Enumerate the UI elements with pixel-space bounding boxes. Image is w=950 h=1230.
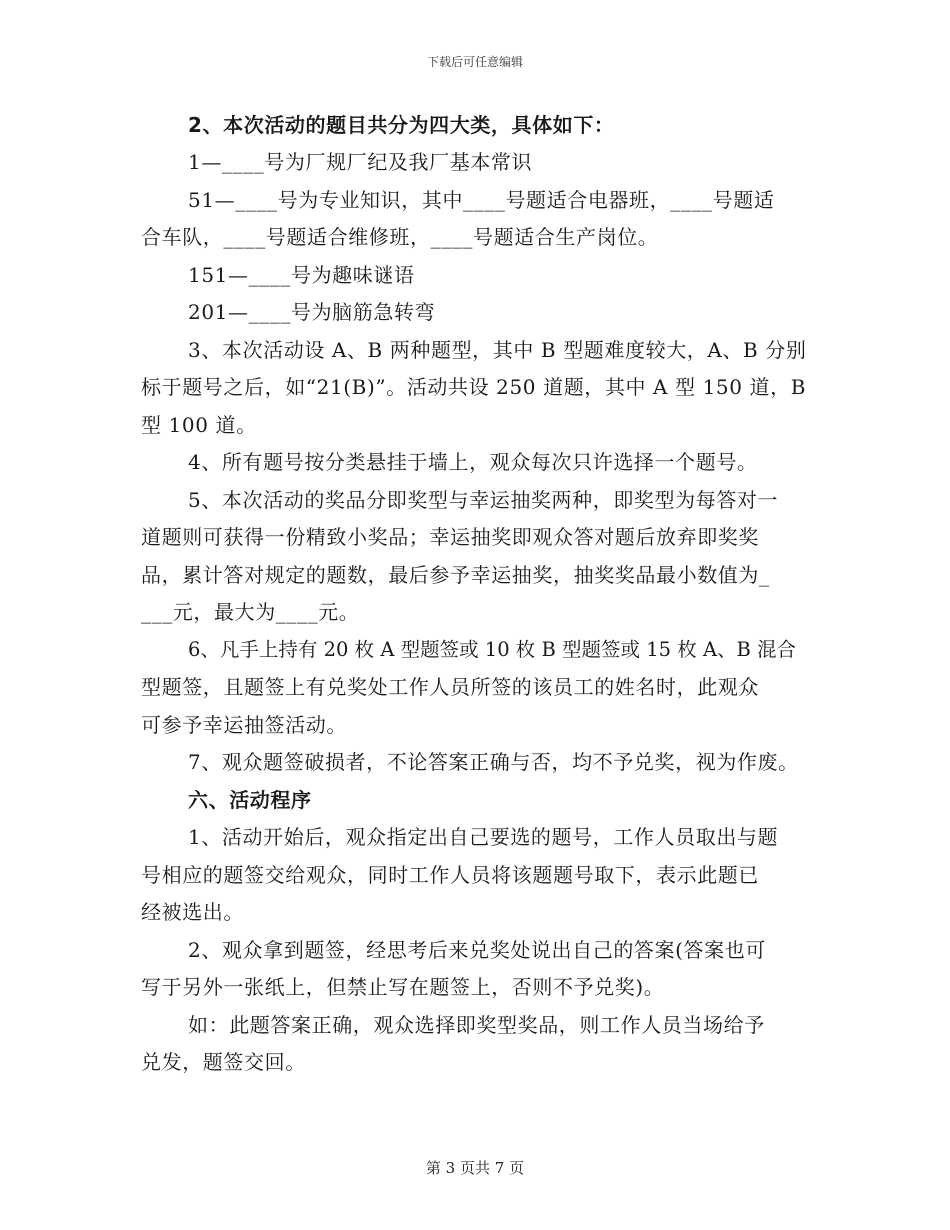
paragraph-line: 品，累计答对规定的题数，最后参予幸运抽奖，抽奖奖品最小数值为_	[141, 563, 770, 587]
paragraph-line: 型 100 道。	[141, 413, 257, 437]
paragraph-line: 兑发，题签交回。	[141, 1050, 306, 1074]
paragraph-line: 201—____号为脑筋急转弯	[188, 300, 436, 324]
paragraph-line: 可参予幸运抽签活动。	[141, 713, 347, 737]
paragraph-line: 写于另外一张纸上，但禁止写在题签上，否则不予兑奖)。	[141, 975, 665, 999]
paragraph-line: 标于题号之后，如“21(B)”。活动共设 250 道题，其中 A 型 150 道，B	[141, 375, 807, 399]
paragraph-line: 合车队，____号题适合维修班，____号题适合生产岗位。	[141, 225, 659, 249]
paragraph-line: 号相应的题签交给观众，同时工作人员将该题题号取下，表示此题已	[141, 863, 759, 887]
paragraph-line: 型题签，且题签上有兑奖处工作人员所签的该员工的姓名时，此观众	[141, 675, 759, 699]
paragraph-line: 51—____号为专业知识，其中____号题适合电器班，____号题适	[188, 188, 775, 212]
paragraph-line: 4、所有题号按分类悬挂于墙上，观众每次只许选择一个题号。	[188, 450, 758, 474]
paragraph-line: 经被选出。	[141, 900, 244, 924]
page-header: 下载后可任意编辑	[426, 55, 523, 69]
paragraph-line: 道题则可获得一份精致小奖品；幸运抽奖即观众答对题后放弃即奖奖	[141, 525, 759, 549]
paragraph-line: 1—____号为厂规厂纪及我厂基本常识	[188, 150, 533, 174]
paragraph-line: 5、本次活动的奖品分即奖型与幸运抽奖两种，即奖型为每答对一	[188, 488, 779, 512]
paragraph-line: 2、观众拿到题签，经思考后来兑奖处说出自己的答案(答案也可	[188, 938, 766, 962]
section-heading: 六、活动程序	[188, 788, 312, 812]
paragraph-line: 2、本次活动的题目共分为四大类，具体如下：	[188, 113, 615, 137]
page-footer: 第 3 页共 7 页	[425, 1159, 525, 1177]
paragraph-line: 如：此题答案正确，观众选择即奖型奖品，则工作人员当场给予	[188, 1013, 765, 1037]
paragraph-line: 6、凡手上持有 20 枚 A 型题签或 10 枚 B 型题签或 15 枚 A、B 混合	[188, 638, 797, 661]
paragraph-line: 1、活动开始后，观众指定出自己要选的题号，工作人员取出与题	[188, 825, 779, 849]
paragraph-line: 3、本次活动设 A、B 两种题型，其中 B 型题难度较大，A、B 分别	[188, 338, 807, 362]
paragraph-line: 7、观众题签破损者，不论答案正确与否，均不予兑奖，视为作废。	[188, 750, 799, 774]
paragraph-line: 151—____号为趣味谜语	[188, 263, 415, 287]
paragraph-line: ___元，最大为____元。	[141, 600, 360, 624]
